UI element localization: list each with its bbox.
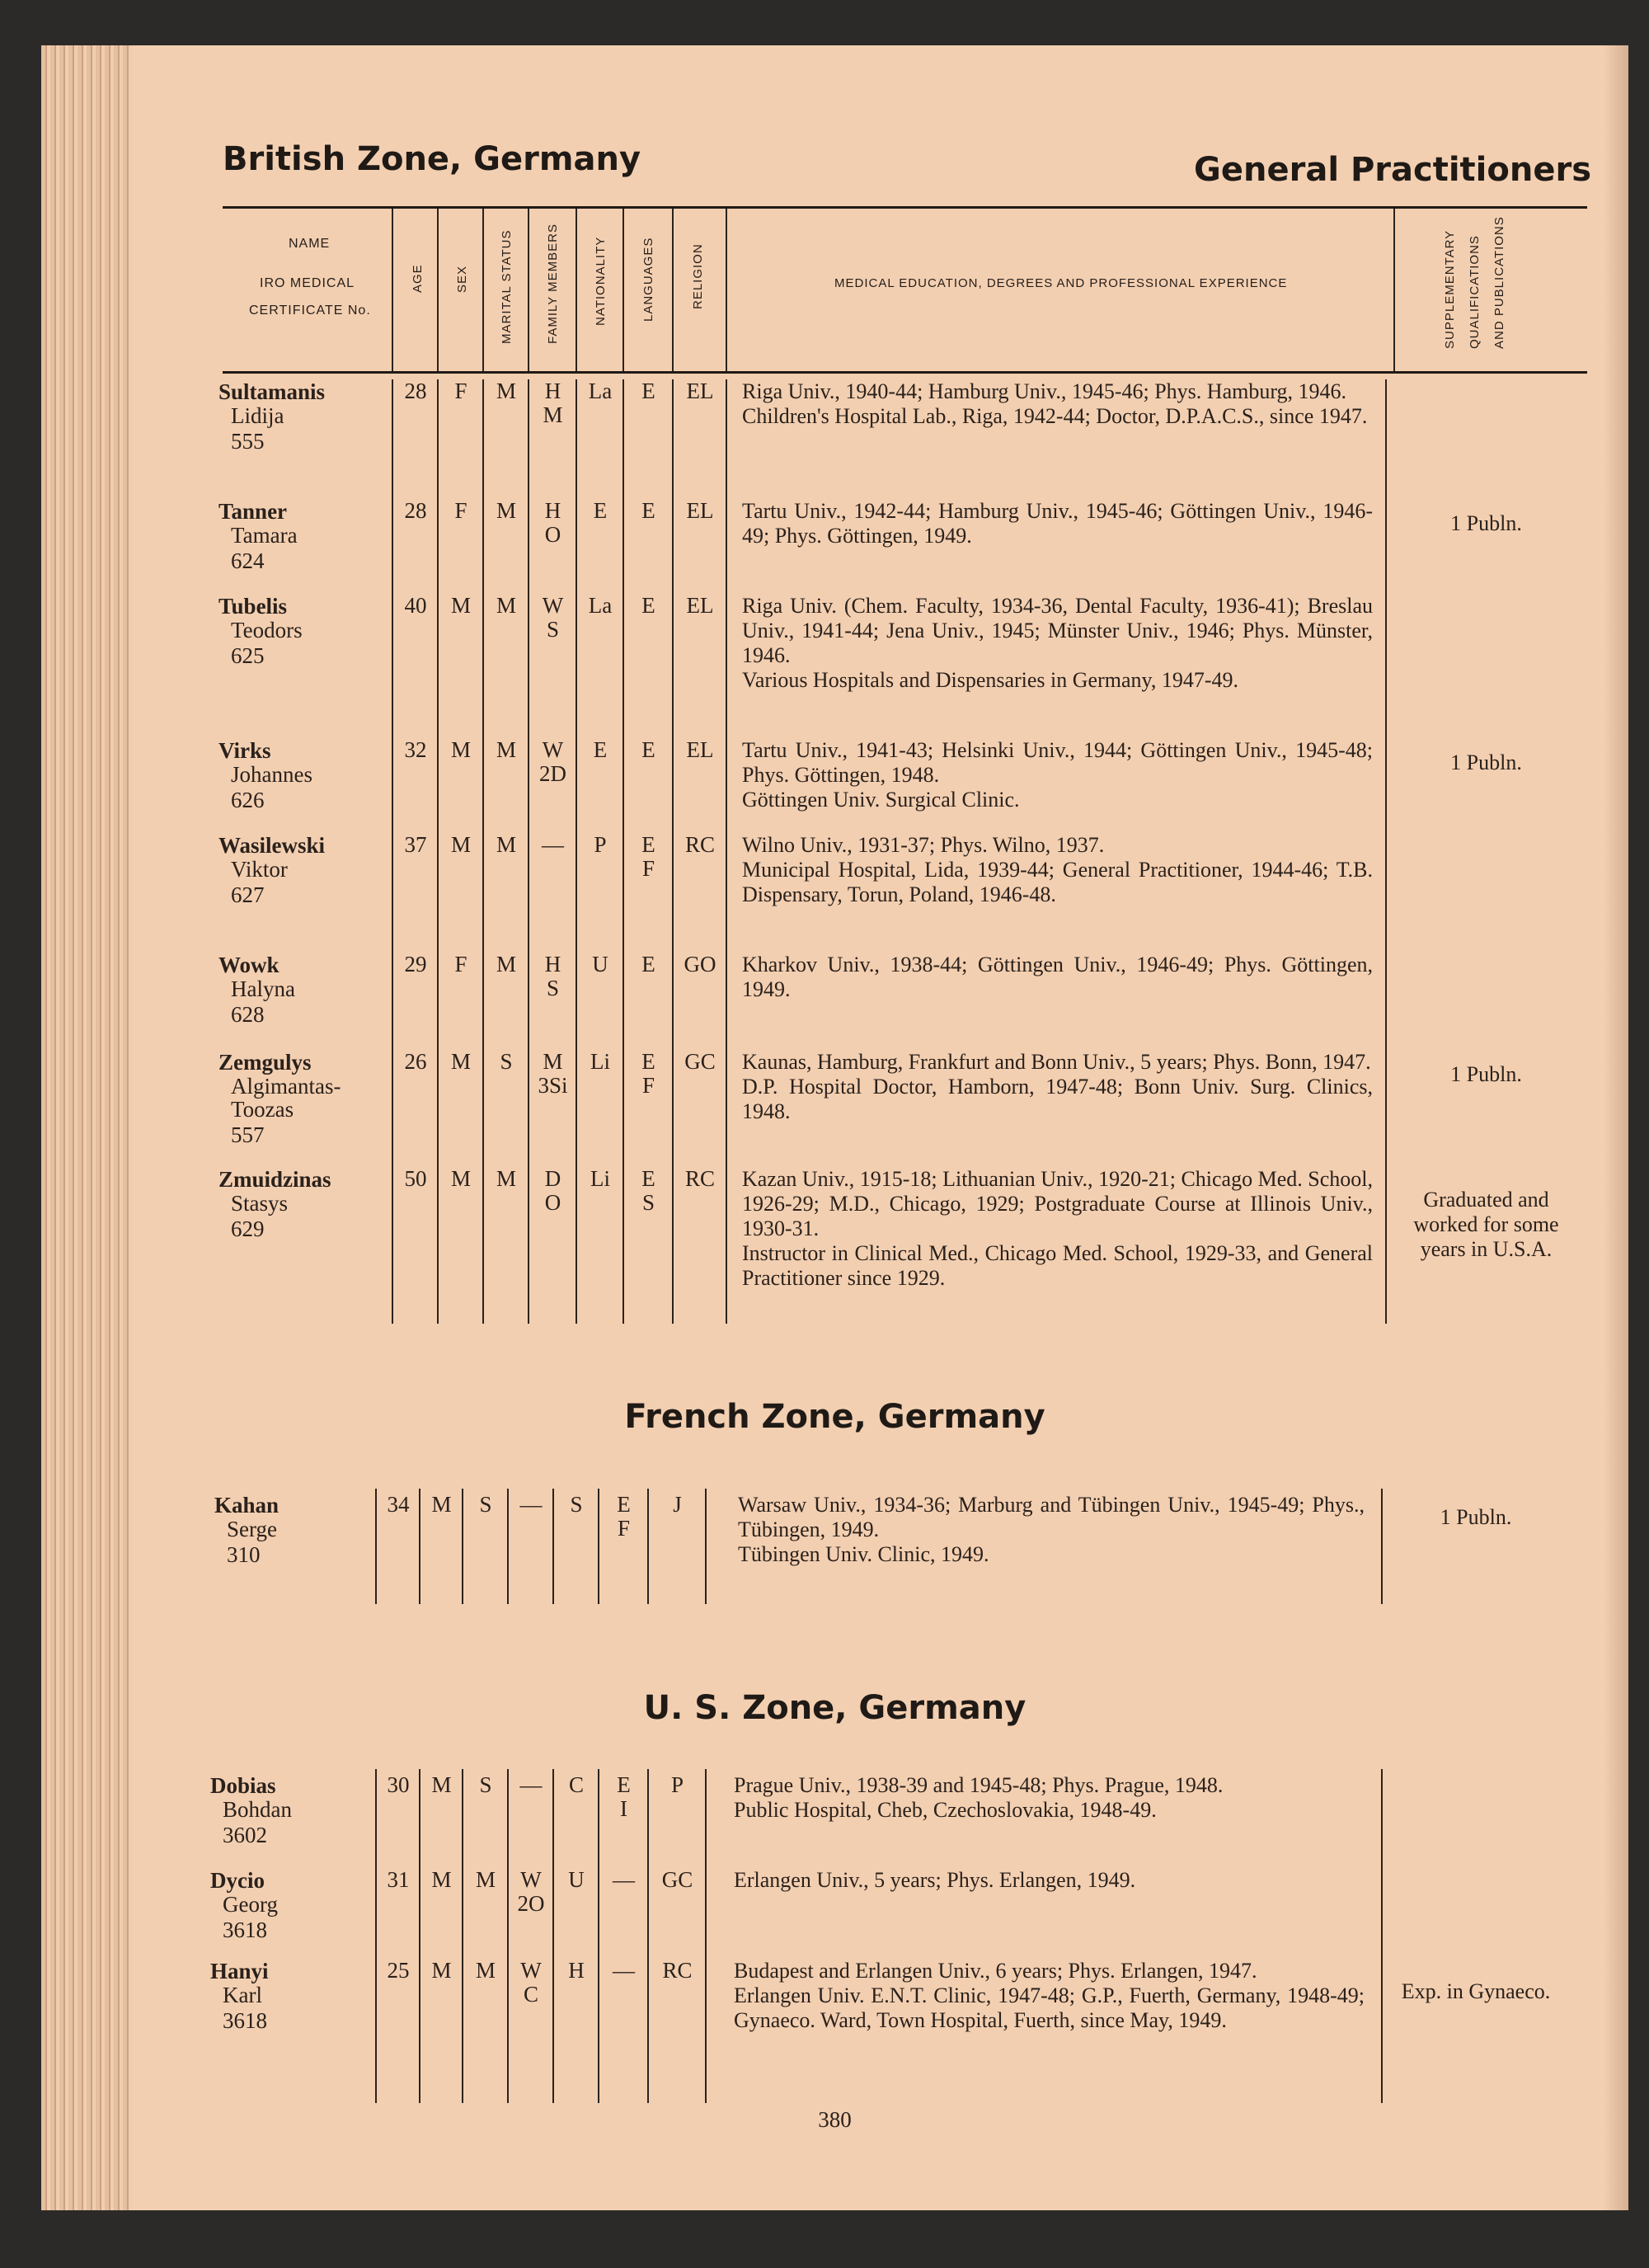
sex-cell: M bbox=[450, 1166, 471, 1191]
languages-cell: E I bbox=[617, 1772, 631, 1821]
languages-cell: E F bbox=[641, 832, 655, 881]
french-sep bbox=[598, 1489, 599, 1604]
marital-status-cell: M bbox=[496, 737, 516, 762]
nationality-cell: E bbox=[593, 498, 608, 523]
education-experience: Kazan Univ., 1915-18; Lithuanian Univ., 1920-21; Chicago Med. School, 1926-29; M.D., Chicago, 1929; Postgraduate Course at Illinois Univ., 1930-31. Instructor in Clinical Med., Chicago Med. School, 1929-33, and General Practitioner since 1929. bbox=[742, 1167, 1373, 1290]
col-nationality: NATIONALITY bbox=[594, 236, 608, 326]
sex-cell: M bbox=[450, 1049, 471, 1074]
header-bottom-rule bbox=[223, 371, 1587, 374]
us-sep bbox=[705, 1769, 707, 2103]
marital-status-cell: S bbox=[479, 1772, 492, 1797]
supplementary-qualifications: Graduated and worked for some years in U.S.A. bbox=[1413, 1188, 1559, 1261]
religion-cell: RC bbox=[684, 1166, 716, 1191]
marital-status-cell: S bbox=[500, 1049, 513, 1074]
religion-cell: P bbox=[670, 1772, 684, 1797]
family-members-cell: W S bbox=[542, 593, 564, 642]
family-members-cell: M 3Si bbox=[538, 1049, 568, 1098]
family-members-cell: D O bbox=[544, 1166, 561, 1215]
certificate-number: 626 bbox=[231, 788, 265, 812]
marital-status-cell: M bbox=[475, 1958, 496, 1983]
practitioner-surname: Wowk bbox=[218, 953, 280, 977]
nationality-cell: Li bbox=[590, 1166, 610, 1191]
age-cell: 32 bbox=[404, 737, 427, 762]
french-sep bbox=[375, 1489, 377, 1604]
sex-cell: M bbox=[450, 832, 471, 857]
age-cell: 28 bbox=[404, 379, 427, 403]
education-experience: Wilno Univ., 1931-37; Phys. Wilno, 1937. Municipal Hospital, Lida, 1939-44; General Practitioner, 1944-46; T.B. Dispensary, Torun, Poland, 1946-48. bbox=[742, 833, 1373, 906]
col-supp-1: SUPPLEMENTARY bbox=[1443, 229, 1457, 349]
family-members-cell: H O bbox=[544, 498, 561, 547]
age-cell: 34 bbox=[387, 1492, 410, 1517]
age-cell: 26 bbox=[404, 1049, 427, 1074]
age-cell: 40 bbox=[404, 593, 427, 618]
certificate-number: 627 bbox=[231, 882, 265, 907]
age-cell: 25 bbox=[387, 1958, 410, 1983]
certificate-number: 625 bbox=[231, 643, 265, 668]
nationality-cell: H bbox=[568, 1958, 585, 1983]
marital-status-cell: M bbox=[475, 1867, 496, 1892]
practitioner-first-name: Johannes bbox=[231, 762, 312, 787]
languages-cell: E F bbox=[641, 1049, 655, 1098]
marital-status-cell: M bbox=[496, 832, 516, 857]
body-sep bbox=[622, 379, 624, 1324]
body-sep bbox=[576, 379, 577, 1324]
certificate-number: 310 bbox=[227, 1542, 261, 1567]
nationality-cell: U bbox=[592, 952, 608, 976]
sex-cell: F bbox=[454, 498, 467, 523]
age-cell: 50 bbox=[404, 1166, 427, 1191]
practitioner-surname: Dycio bbox=[210, 1868, 265, 1893]
col-sex: SEX bbox=[455, 265, 469, 293]
education-experience: Riga Univ., 1940-44; Hamburg Univ., 1945-46; Phys. Hamburg, 1946. Children's Hospital Lab., Riga, 1942-44; Doctor, D.P.A.C.S., since 1947. bbox=[742, 379, 1368, 428]
col-supp-3: AND PUBLICATIONS bbox=[1492, 216, 1506, 349]
sex-cell: F bbox=[454, 379, 467, 403]
nationality-cell: P bbox=[594, 832, 607, 857]
sex-cell: M bbox=[431, 1772, 452, 1797]
education-experience: Tartu Univ., 1942-44; Hamburg Univ., 1945-46; Göttingen Univ., 1946-49; Phys. Göttingen, 1949. bbox=[742, 499, 1373, 548]
supplementary-qualifications: 1 Publn. bbox=[1440, 1505, 1512, 1529]
nationality-cell: C bbox=[568, 1772, 584, 1797]
education-experience: Kharkov Univ., 1938-44; Göttingen Univ., 1946-49; Phys. Göttingen, 1949. bbox=[742, 953, 1373, 1001]
supplementary-qualifications: 1 Publn. bbox=[1450, 751, 1522, 774]
practitioner-first-name: Viktor bbox=[231, 857, 288, 882]
languages-cell: E bbox=[641, 498, 655, 523]
col-languages: LANGUAGES bbox=[641, 237, 655, 322]
body-sep bbox=[392, 379, 393, 1324]
languages-cell: E bbox=[641, 593, 655, 618]
certificate-number: 3602 bbox=[223, 1823, 267, 1847]
french-sep bbox=[552, 1489, 554, 1604]
languages-cell: E bbox=[641, 379, 655, 403]
practitioner-first-name: Karl bbox=[223, 1983, 262, 2007]
sex-cell: M bbox=[431, 1867, 452, 1892]
religion-cell: EL bbox=[686, 593, 714, 618]
col-iro: IRO MEDICAL bbox=[260, 276, 355, 290]
us-sep bbox=[647, 1769, 649, 2103]
certificate-number: 555 bbox=[231, 429, 265, 454]
religion-cell: RC bbox=[662, 1958, 693, 1983]
practitioner-surname: Zmuidzinas bbox=[218, 1167, 331, 1192]
book-page bbox=[41, 45, 1628, 2210]
practitioner-first-name: Georg bbox=[223, 1892, 278, 1917]
marital-status-cell: M bbox=[496, 952, 516, 976]
french-zone-title: French Zone, Germany bbox=[624, 1398, 1045, 1436]
head-sep bbox=[437, 209, 439, 371]
sex-cell: M bbox=[431, 1958, 452, 1983]
religion-cell: RC bbox=[684, 832, 716, 857]
french-sep bbox=[1381, 1489, 1383, 1604]
education-experience: Budapest and Erlangen Univ., 6 years; Phys. Erlangen, 1947. Erlangen Univ. E.N.T. Clinic, 1947-48; G.P., Fuerth, Germany, 1948-49; Gynaeco. Ward, Town Hospital, Fuerth, since May, 1949. bbox=[734, 1959, 1365, 2032]
family-members-cell: H S bbox=[544, 952, 561, 1000]
religion-cell: EL bbox=[686, 498, 714, 523]
page-spine-shadow bbox=[1604, 45, 1628, 2210]
practitioner-surname: Virks bbox=[218, 738, 271, 763]
certificate-number: 3618 bbox=[223, 2008, 267, 2033]
family-members-cell: W 2O bbox=[517, 1867, 545, 1916]
practitioner-first-name: Bohdan bbox=[223, 1797, 292, 1822]
nationality-cell: U bbox=[568, 1867, 585, 1892]
body-sep bbox=[672, 379, 674, 1324]
col-religion: RELIGION bbox=[691, 243, 705, 309]
languages-cell: E bbox=[641, 952, 655, 976]
french-sep bbox=[462, 1489, 463, 1604]
age-cell: 28 bbox=[404, 498, 427, 523]
head-sep bbox=[482, 209, 484, 371]
nationality-cell: La bbox=[588, 593, 613, 618]
head-sep bbox=[622, 209, 624, 371]
education-experience: Prague Univ., 1938-39 and 1945-48; Phys. Prague, 1948. Public Hospital, Cheb, Czechoslovakia, 1948-49. bbox=[734, 1773, 1224, 1822]
education-experience: Warsaw Univ., 1934-36; Marburg and Tübingen Univ., 1945-49; Phys., Tübingen, 1949. Tübingen Univ. Clinic, 1949. bbox=[738, 1493, 1365, 1566]
french-sep bbox=[647, 1489, 649, 1604]
body-sep bbox=[528, 379, 529, 1324]
practitioner-surname: Tanner bbox=[218, 499, 288, 524]
supplementary-qualifications: 1 Publn. bbox=[1450, 511, 1522, 535]
practitioner-surname: Zemgulys bbox=[218, 1050, 312, 1075]
sex-cell: F bbox=[454, 952, 467, 976]
col-name: NAME bbox=[289, 237, 331, 251]
practitioner-surname: Dobias bbox=[210, 1773, 276, 1798]
practitioner-first-name: Algimantas- Toozas bbox=[231, 1074, 341, 1122]
certificate-number: 629 bbox=[231, 1216, 265, 1241]
supplementary-qualifications: Exp. in Gynaeco. bbox=[1401, 1979, 1551, 2003]
family-members-cell: W 2D bbox=[539, 737, 566, 786]
certificate-number: 624 bbox=[231, 548, 265, 573]
marital-status-cell: M bbox=[496, 498, 516, 523]
french-sep bbox=[705, 1489, 707, 1604]
us-zone-title: U. S. Zone, Germany bbox=[643, 1689, 1027, 1727]
education-experience: Erlangen Univ., 5 years; Phys. Erlangen, 1949. bbox=[734, 1868, 1136, 1892]
languages-cell: E F bbox=[617, 1492, 631, 1541]
french-sep bbox=[507, 1489, 509, 1604]
marital-status-cell: M bbox=[496, 379, 516, 403]
head-sep bbox=[392, 209, 393, 371]
practitioner-first-name: Tamara bbox=[231, 523, 298, 548]
religion-cell: EL bbox=[686, 737, 714, 762]
supplementary-qualifications: 1 Publn. bbox=[1450, 1062, 1522, 1086]
languages-cell: E bbox=[641, 737, 655, 762]
head-sep bbox=[528, 209, 529, 371]
education-experience: Riga Univ. (Chem. Faculty, 1934-36, Dental Faculty, 1936-41); Breslau Univ., 1941-44; Jena Univ., 1945; Münster Univ., 1946; Phys. Münster, 1946. Various Hospitals and Dispensaries in Germany, 1947-49. bbox=[742, 594, 1373, 692]
family-members-cell: — bbox=[519, 1772, 543, 1797]
religion-cell: GO bbox=[684, 952, 716, 976]
practitioner-first-name: Lidija bbox=[231, 403, 284, 428]
marital-status-cell: M bbox=[496, 593, 516, 618]
marital-status-cell: M bbox=[496, 1166, 516, 1191]
languages-cell: — bbox=[613, 1958, 635, 1983]
practitioner-surname: Sultamanis bbox=[218, 379, 326, 404]
col-age: AGE bbox=[411, 264, 425, 293]
practitioner-first-name: Stasys bbox=[231, 1191, 289, 1216]
practitioner-surname: Tubelis bbox=[218, 594, 288, 619]
us-sep bbox=[552, 1769, 554, 2103]
family-members-cell: H M bbox=[543, 379, 563, 427]
practitioner-first-name: Halyna bbox=[231, 976, 295, 1001]
religion-cell: GC bbox=[684, 1049, 716, 1074]
religion-cell: GC bbox=[661, 1867, 693, 1892]
header-top-rule bbox=[223, 206, 1587, 209]
us-sep bbox=[462, 1769, 463, 2103]
body-sep bbox=[1385, 379, 1387, 1324]
us-sep bbox=[419, 1769, 420, 2103]
practitioner-surname: Kahan bbox=[214, 1493, 280, 1517]
practitioner-surname: Wasilewski bbox=[218, 833, 326, 858]
religion-cell: J bbox=[673, 1492, 682, 1517]
col-cert: CERTIFICATE No. bbox=[249, 303, 371, 318]
us-sep bbox=[1381, 1769, 1383, 2103]
sex-cell: M bbox=[431, 1492, 452, 1517]
age-cell: 37 bbox=[404, 832, 427, 857]
body-sep bbox=[437, 379, 439, 1324]
head-sep bbox=[672, 209, 674, 371]
page-number: 380 bbox=[818, 2107, 852, 2132]
languages-cell: E S bbox=[641, 1166, 655, 1215]
col-marital: MARITAL STATUS bbox=[500, 229, 514, 344]
marital-status-cell: S bbox=[479, 1492, 492, 1517]
head-sep bbox=[576, 209, 577, 371]
sex-cell: M bbox=[450, 593, 471, 618]
certificate-number: 557 bbox=[231, 1122, 265, 1147]
running-header-left: British Zone, Germany bbox=[223, 140, 641, 178]
age-cell: 29 bbox=[404, 952, 427, 976]
nationality-cell: La bbox=[588, 379, 613, 403]
sex-cell: M bbox=[450, 737, 471, 762]
age-cell: 31 bbox=[387, 1867, 410, 1892]
family-members-cell: W C bbox=[520, 1958, 542, 2007]
practitioner-first-name: Teodors bbox=[231, 618, 303, 642]
certificate-number: 3618 bbox=[223, 1917, 267, 1942]
running-header-right: General Practitioners bbox=[1194, 151, 1591, 189]
page-edges bbox=[41, 45, 132, 2210]
french-sep bbox=[419, 1489, 420, 1604]
practitioner-first-name: Serge bbox=[227, 1517, 277, 1541]
nationality-cell: Li bbox=[590, 1049, 610, 1074]
education-experience: Tartu Univ., 1941-43; Helsinki Univ., 1944; Göttingen Univ., 1945-48; Phys. Göttingen, 1948. Göttingen Univ. Surgical Clinic. bbox=[742, 738, 1373, 812]
practitioner-surname: Hanyi bbox=[210, 1959, 269, 1983]
body-sep bbox=[726, 379, 727, 1324]
nationality-cell: S bbox=[570, 1492, 583, 1517]
col-family: FAMILY MEMBERS bbox=[546, 224, 560, 344]
head-sep bbox=[726, 209, 727, 371]
col-education: MEDICAL EDUCATION, DEGREES AND PROFESSIONAL EXPERIENCE bbox=[834, 276, 1288, 290]
family-members-cell: — bbox=[519, 1492, 543, 1517]
age-cell: 30 bbox=[387, 1772, 410, 1797]
nationality-cell: E bbox=[593, 737, 608, 762]
head-sep bbox=[1393, 209, 1395, 371]
col-supp-2: QUALIFICATIONS bbox=[1468, 235, 1482, 349]
us-sep bbox=[507, 1769, 509, 2103]
us-sep bbox=[375, 1769, 377, 2103]
family-members-cell: — bbox=[542, 832, 564, 857]
languages-cell: — bbox=[613, 1867, 635, 1892]
certificate-number: 628 bbox=[231, 1002, 265, 1027]
body-sep bbox=[482, 379, 484, 1324]
religion-cell: EL bbox=[686, 379, 714, 403]
education-experience: Kaunas, Hamburg, Frankfurt and Bonn Univ., 5 years; Phys. Bonn, 1947. D.P. Hospital Doctor, Hamborn, 1947-48; Bonn Univ. Surg. Clinics, 1948. bbox=[742, 1050, 1373, 1123]
us-sep bbox=[598, 1769, 599, 2103]
